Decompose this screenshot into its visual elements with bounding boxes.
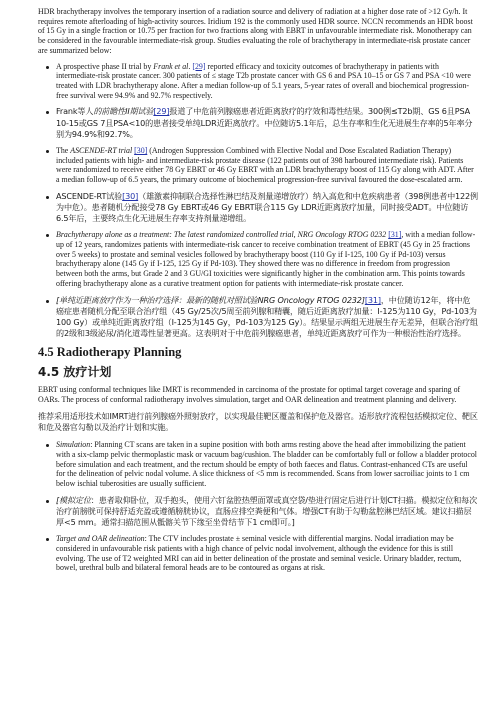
list-item xyxy=(56,440,478,489)
item-text-start: A prospective phase II trial by xyxy=(56,61,154,71)
section-heading-en: 4.5 Radiotherapy Planning xyxy=(38,345,182,360)
item-italic-text: [单纯近距离放疗作为一种治疗选择：最新的随机对照试验NRG Oncology RTOG 0232] xyxy=(56,294,365,305)
list-item xyxy=(56,295,478,340)
item-text-rest: reported efficacy and toxicity outcomes of brachytherapy in patients with intermediate-risk prostate cancer. 300 patients of ≤ stage T2b prostate cancer with GS 6 and PSA 10–15 or GS 7 and PSA <10 were treated with LDR brachytherapy alone. After a median follow-up of 5.1 years, 5-year rates of overall and biochemical progression-free survival were 94.9% and 92.7% respectively. xyxy=(56,61,471,100)
list-item xyxy=(56,106,478,140)
item-italic-text: Simulation xyxy=(56,440,91,450)
list-item-text xyxy=(56,495,478,529)
item-italic-text: Target and OAR delineation xyxy=(56,534,145,544)
citation-link[interactable]: [29] xyxy=(153,106,170,117)
item-text-start: Frank等人 xyxy=(56,106,94,117)
planning-intro-paragraph: EBRT using conformal techniques like IMRT is recommended in carcinoma of the prostate for optimal target coverage and sparing of OARs. The process of conformal radiotherapy involves simulation, target and OAR delineation and treatment planning and delivery. xyxy=(38,385,461,405)
intro-paragraph: HDR brachytherapy involves the temporary insertion of a radiation source and delivery of radiation at a higher dose rate of >12 Gy/h. It requires remote afterloading of high-activity sources. Iridium 192 is the commonly used HDR source. NCCN recommends an HDR boost of 15 Gy in a single fraction or 10.75 per fraction for two fractions along with EBRT in unfavourable intermediate risk. Monotherapy can be considered in the favourable intermediate-risk group. Studies evaluating the role of brachytherapy in intermediate-risk prostate cancer are summarized below: xyxy=(38,7,473,55)
list-item-text xyxy=(56,440,478,489)
citation-link[interactable]: [29] xyxy=(192,61,206,71)
planning-steps-list xyxy=(38,440,478,573)
list-item-text xyxy=(56,191,478,225)
list-item-text xyxy=(56,534,478,573)
planning-intro-paragraph-cn: 推荐采用适形技术如IMRT进行前列腺癌外照射放疗，以实现最佳靶区覆盖和保护危及器官。适形放疗流程包括模拟定位、靶区和危及器官勾勒以及治疗计划和实施。 xyxy=(38,410,478,432)
list-item xyxy=(56,495,478,529)
item-italic-text: ASCENDE-RT trial xyxy=(70,145,133,155)
item-text-rest: （雄激素抑制联合选择性淋巴结及剂量递增放疗）纳入高危和中危疾病患者（398例患者中122例为中危）。患者随机分配接受78 Gy EBRT或46 Gy EBRT联合115 Gy LDR近距离放疗加量，同时接受ADT。中位随访6.5年后，主要终点生化无进展生存率支持剂量递增组。 xyxy=(56,190,478,224)
list-item-text xyxy=(56,230,478,288)
item-text-rest: : The CTV includes prostate ± seminal vesicle with differential margins. Nodal irradiation may be considered in unfavourable risk patients with a high chance of pelvic nodal involvement, although the evidence for this is still evolving. The use of T2 weighted MRI can aid in better delineation of the prostate and seminal vesicle. Urinary bladder, rectum, bowel, urethral bulb and bilateral femoral heads are to be contoured as organs at risk. xyxy=(56,534,462,573)
item-text-rest: (Androgen Suppression Combined with Elective Nodal and Dose Escalated Radiation Therapy) included patients with high- and intermediate-risk prostate disease (122 patients out of 398 harboured intermediate risk). Patients were randomized to receive either 78 Gy EBRT or 46 Gy EBRT with an LDR brachytherapy boost of 115 Gy along with ADT. After a median follow-up of 6.5 years, the primary outcome of biochemical progression-free survival favoured the dose-escalated arm. xyxy=(56,145,474,185)
citation-link[interactable]: [31] xyxy=(388,230,402,240)
item-text-rest: 报道了中危前列腺癌患者近距离放疗的疗效和毒性结果。300例≤T2b期、GS 6且PSA 10-15或GS 7且PSA<10的患者接受单纯LDR近距离放疗。中位随访5.1年后，总生存率和生化无进展生存率的5年率分别为94.9%和92.7%。 xyxy=(56,106,473,139)
item-italic-text: Frank et al xyxy=(153,61,189,71)
item-text-rest: ，中位随访12年，将中危癌症患者随机分配至联合治疗组（45 Gy/25次/5周至前列腺和精囊，随后近距离放疗加量：I-125为110 Gy，Pd-103为100 Gy）或单纯近距离放疗组（I-125为145 Gy，Pd-103为125 Gy）。结果显示两组无进展生存无差异，但联合治疗组的2级和3级泌尿/消化道毒性显著更高。这表明对于中危前列腺癌患者，单纯近距离放疗可作为一种根治性治疗选择。 xyxy=(56,294,478,339)
list-item xyxy=(56,191,478,225)
item-text-start: ASCENDE-RT试验 xyxy=(56,190,123,201)
list-item-text xyxy=(56,146,478,185)
item-italic-text: Brachytherapy alone as a treatment: The latest randomized controlled trial, NRG Oncology RTOG 0232 xyxy=(56,230,387,240)
item-text-rest: ：患者取仰卧位，双手抱头，使用六钉盆腔热塑面罩或真空袋/垫进行固定后进行计划CT扫描。模拟定位和每次治疗前膀胱可保持舒适充盈或遵循膀胱协议，直肠应排空粪便和气体。增强CT有助于勾勒盆腔淋巴结区域。建议扫描层厚<5 mm。通常扫描范围从骶髂关节下缘至坐骨结节下1 cm即可。] xyxy=(56,494,478,528)
list-item-text xyxy=(56,295,478,340)
citation-link[interactable]: [30] xyxy=(134,145,148,155)
list-item xyxy=(56,146,478,185)
item-italic-text: 的前瞻性II期试验 xyxy=(93,106,154,117)
citation-link[interactable]: [30] xyxy=(122,190,139,201)
brachytherapy-studies-list xyxy=(38,62,478,340)
list-item xyxy=(56,62,478,101)
item-text-rest: : Planning CT scans are taken in a supine position with both arms resting above the head after immobilizing the patient with a six-clamp pelvic thermoplastic mask or vacuum bag/cushion. The bladder can be comfortably full or follow a bladder protocol before simulation and each treatment, and the rectum should be empty of both faeces and flatus. Contrast-enhanced CTs are useful for the delineation of pelvic nodal volume. A slice thickness of <5 mm is recommended. Scans from lower sacroiliac joints to 1 cm below ischial tuberosities are usually sufficient. xyxy=(56,440,478,489)
item-italic-text: [模拟定位 xyxy=(56,494,91,505)
list-item xyxy=(56,230,478,288)
section-heading-cn: 4.5 放疗计划 xyxy=(38,365,112,380)
item-text-rest: , with a median follow-up of 12 years, randomizes patients with intermediate-risk cancer to receive combination treatment of EBRT (45 Gy in 25 fractions over 5 weeks) to prostate and seminal vesicles followed by brachytherapy boost (110 Gy if I-125, 100 Gy if Pd-103) versus brachytherapy alone (145 Gy if I-125, 125 Gy if Pd-103). They showed there was no difference in freedom from progression between both the arms, but Grade 2 and 3 GU/GI toxicities were significantly higher in the combination arm. This points towards offering brachytherapy alone as a curative treatment option for patients with intermediate-risk prostate cancer. xyxy=(56,230,476,288)
item-text-mid: . xyxy=(188,61,193,71)
list-item-text xyxy=(56,106,478,140)
citation-link[interactable]: [31] xyxy=(364,294,381,305)
list-item xyxy=(56,534,478,573)
list-item-text xyxy=(56,62,478,101)
item-text-start: The xyxy=(56,145,71,155)
